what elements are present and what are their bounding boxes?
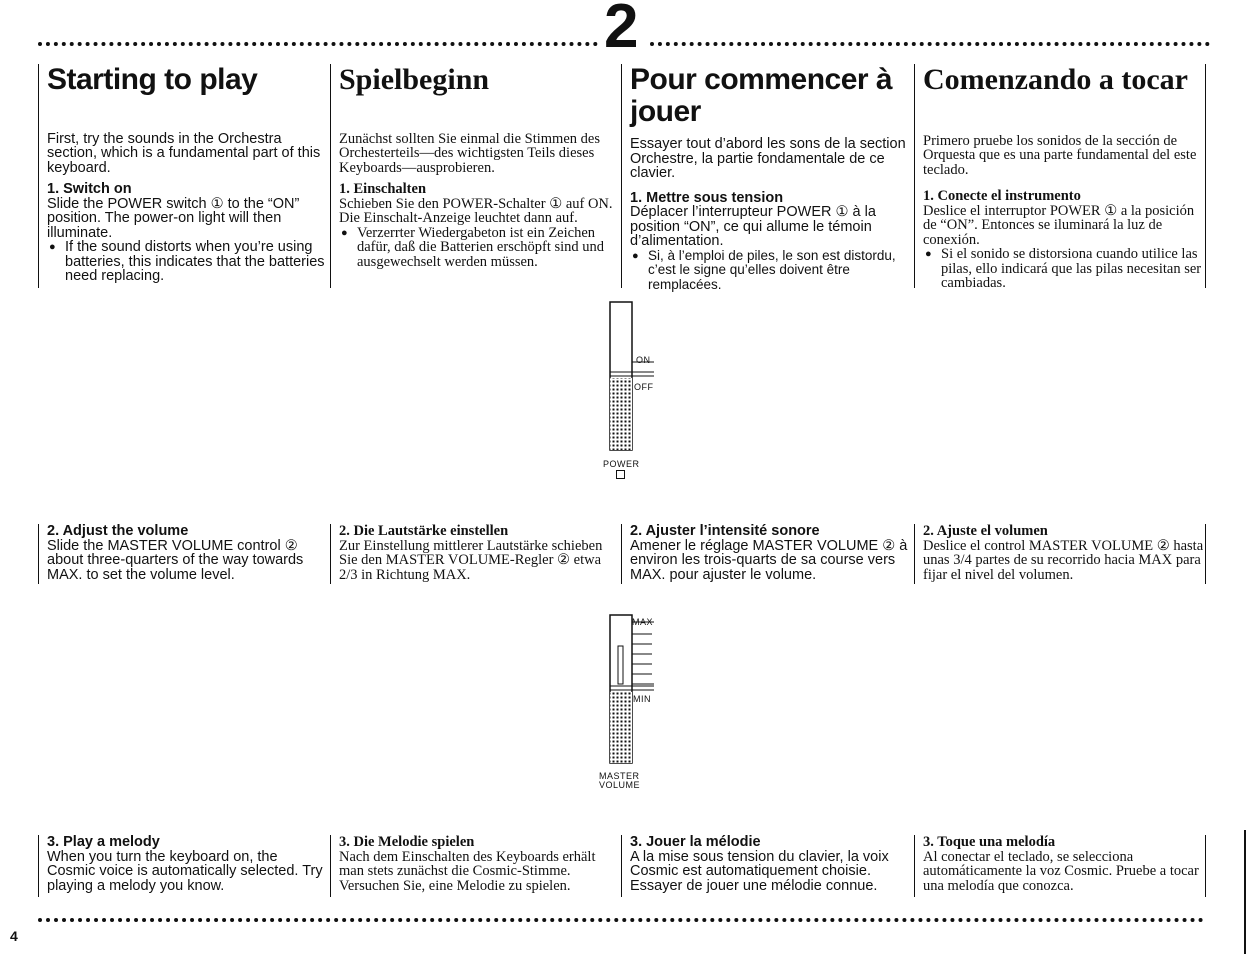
top-dotted-rule-right bbox=[650, 42, 1210, 46]
english-step1-text: Slide the POWER switch ① to the “ON” position. The power-on light will then illuminate. bbox=[47, 195, 300, 241]
german-step1-title: 1. Einschalten bbox=[339, 181, 427, 197]
english-intro: First, try the sounds in the Orchestra section, which is a fundamental part of this keyboard. bbox=[47, 130, 321, 176]
german-step2-title: 2. Die Lautstärke einstellen bbox=[339, 523, 509, 539]
english-step2-title: 2. Adjust the volume bbox=[47, 523, 189, 539]
spanish-step2-text: Deslice el control MASTER VOLUME ② hasta unas 3/4 partes de su recorrido hacia MAX para fijar el nivel del volumen. bbox=[923, 537, 1204, 583]
french-step1-bullet: ● Si, à l’emploi de piles, le son est distordu, c’est le signe qu’elles doivent être remplacées. bbox=[630, 249, 913, 293]
spanish-step1-column bbox=[914, 63, 1206, 291]
spanish-title: Comenzando a tocar bbox=[923, 63, 1188, 96]
german-step3-title: 3. Die Melodie spielen bbox=[339, 834, 475, 850]
power-off-label: OFF bbox=[634, 382, 654, 392]
french-step2-title: 2. Ajuster l’intensité sonore bbox=[630, 523, 820, 539]
power-on-label: ON bbox=[636, 355, 651, 365]
french-step1-title: 1. Mettre sous tension bbox=[630, 189, 784, 206]
spanish-step2-column bbox=[914, 524, 1206, 584]
german-step2-column bbox=[330, 524, 620, 584]
english-step2-column bbox=[38, 524, 328, 584]
french-step3-column bbox=[621, 835, 913, 897]
english-step1-title: 1. Switch on bbox=[47, 181, 132, 197]
spanish-step1-text: Deslice el interruptor POWER ① a la posición de “ON”. Entonces se iluminará la luz de conexión. bbox=[923, 202, 1195, 248]
spanish-step3-column bbox=[914, 835, 1206, 897]
english-step3-title: 3. Play a melody bbox=[47, 834, 160, 850]
spanish-step2-title: 2. Ajuste el volumen bbox=[923, 523, 1048, 539]
german-step3-text: Nach dem Einschalten des Keyboards erhält man stets zunächst die Cosmic-Stimme. Versuchen Sie, eine Melodie zu spielen. bbox=[339, 848, 596, 894]
spanish-step3-title: 3. Toque una melodía bbox=[923, 834, 1056, 850]
french-intro: Essayer tout d’abord les sons de la section Orchestre, la partie fondamentale de ce clavier. bbox=[630, 136, 906, 181]
page-edge-line bbox=[1244, 830, 1246, 954]
french-step2-column bbox=[621, 524, 913, 584]
chapter-number: 2 bbox=[604, 0, 639, 61]
german-intro: Zunächst sollten Sie einmal die Stimmen des Orchesterteils—des wichtigsten Teils dieses Keyboards—ausprobieren. bbox=[339, 130, 600, 176]
volume-label-line2: VOLUME bbox=[599, 780, 641, 790]
page-number: 4 bbox=[10, 928, 18, 944]
french-step3-title: 3. Jouer la mélodie bbox=[630, 834, 761, 850]
english-step1-column bbox=[38, 64, 328, 288]
top-dotted-rule-left bbox=[38, 42, 598, 46]
german-step1-text: Schieben Sie den POWER-Schalter ① auf ON. Die Einschalt-Anzeige leuchtet dann auf. bbox=[339, 195, 613, 226]
power-indicator-icon bbox=[616, 470, 625, 479]
volume-min-label: MIN bbox=[633, 694, 651, 704]
spanish-step1-bullet: ● Si el sonido se distorsiona cuando utilice las pilas, ello indicará que las pilas necesitan ser cambiadas. bbox=[923, 247, 1205, 291]
german-step1-bullet: ● Verzerrter Wiedergabeton ist ein Zeichen dafür, daß die Batterien erschöpft sind und ausgewechselt werden müssen. bbox=[339, 226, 620, 270]
english-step2-text: Slide the MASTER VOLUME control ② about three-quarters of the way towards MAX. to set the volume level. bbox=[47, 537, 304, 583]
french-step1-text: Déplacer l’interrupteur POWER ① à la position “ON”, ce qui allume le témoin d’alimentation. bbox=[630, 204, 876, 249]
spanish-step3-text: Al conectar el teclado, se selecciona automáticamente la voz Cosmic. Pruebe a tocar una melodía que conozca. bbox=[923, 848, 1199, 894]
english-title: Starting to play bbox=[47, 63, 258, 96]
german-step2-text: Zur Einstellung mittlerer Lautstärke schieben Sie den MASTER VOLUME-Regler ② etwa 2/3 in Richtung MAX. bbox=[339, 537, 603, 583]
french-title: Pour commencer à jouer bbox=[630, 63, 893, 128]
french-step3-text: A la mise sous tension du clavier, la voix Cosmic est automatiquement choisie. Essayer de jouer une mélodie connue. bbox=[630, 848, 889, 894]
french-step2-text: Amener le réglage MASTER VOLUME ② à environ les trois-quarts de sa course vers MAX. pour ajuster le volume. bbox=[630, 537, 908, 583]
german-step1-column bbox=[330, 64, 620, 288]
bottom-dotted-rule bbox=[38, 918, 1204, 922]
power-label: POWER bbox=[603, 459, 640, 469]
french-step1-column bbox=[621, 63, 913, 292]
spanish-step1-title: 1. Conecte el instrumento bbox=[923, 188, 1081, 204]
german-step3-column bbox=[330, 835, 620, 897]
spanish-intro: Primero pruebe los sonidos de la sección de Orquesta que es una parte fundamental del este teclado. bbox=[923, 132, 1197, 178]
english-step3-text: When you turn the keyboard on, the Cosmic voice is automatically selected. Try playing a melody you know. bbox=[47, 848, 323, 894]
volume-label-line1: MASTER bbox=[599, 771, 640, 781]
master-volume-diagram bbox=[600, 612, 680, 772]
english-step1-bullet: ● If the sound distorts when you’re using batteries, this indicates that the batteries need replacing. bbox=[47, 240, 328, 284]
volume-max-label: MAX bbox=[632, 617, 654, 627]
power-switch-diagram bbox=[600, 300, 680, 460]
english-step3-column bbox=[38, 835, 328, 897]
german-title: Spielbeginn bbox=[339, 63, 490, 96]
